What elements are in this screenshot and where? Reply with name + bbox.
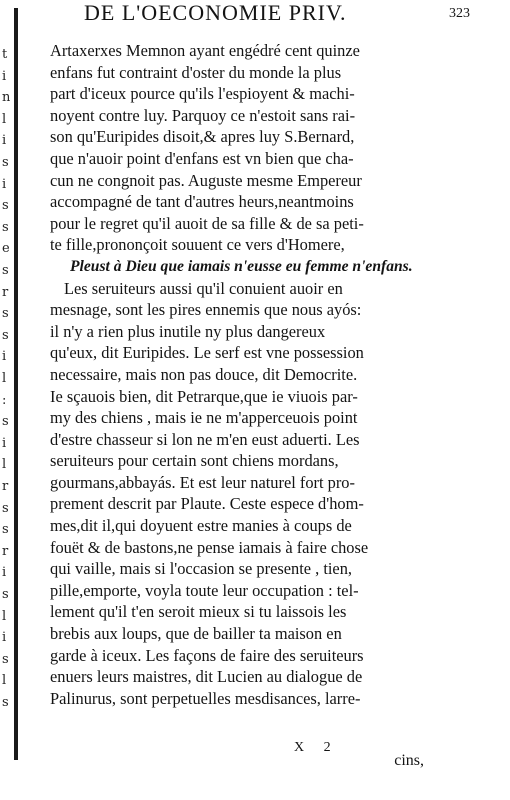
text-line: qu'eux, dit Euripides. Le serf est vne possession (50, 343, 364, 363)
text-line: Pleust à Dieu que iamais n'eusse eu femme n'enfans. (70, 257, 413, 275)
text-line: son qu'Euripides disoit,& apres luy S.Bernard, (50, 127, 355, 147)
text-line: gourmans,abbayás. Et est leur naturel fort pro- (50, 472, 355, 492)
text-line: qui vaille, mais si l'occasion se presente , tien, (50, 559, 353, 579)
text-line: pille,emporte, voyla toute leur occupation : tel- (50, 580, 359, 600)
margin-char: s (2, 219, 9, 235)
margin-char: s (2, 695, 9, 710)
page-number: 323 (449, 6, 470, 21)
text-line: fouët & de bastons,ne pense iamais à faire chose (50, 537, 369, 557)
text-line: enfans fut contraint d'oster du monde la plus (50, 62, 342, 82)
text-line: mesnage, sont les pires ennemis que nous ayós: (50, 300, 362, 320)
text-line: Palinurus, sont perpetuelles mesdisances, larre- (50, 688, 361, 708)
margin-char: l (2, 608, 7, 624)
book-page (22, 0, 510, 800)
margin-char: n (2, 90, 11, 106)
text-line: necessaire, mais non pas douce, dit Democrite. (50, 364, 358, 384)
margin-char: r (2, 284, 9, 300)
running-head: DE L'OECONOMIE PRIV. (84, 0, 347, 25)
margin-char: r (2, 543, 9, 559)
facing-page-margin (2, 0, 12, 800)
margin-char: s (2, 651, 9, 667)
text-line: seruiteurs pour certain sont chiens mordans, (50, 451, 339, 471)
margin-char: i (2, 176, 7, 192)
text-line: garde à iceux. Les façons de faire des seruiteurs (50, 645, 364, 665)
margin-char: i (2, 349, 7, 365)
margin-char: s (2, 500, 9, 516)
margin-char: l (2, 673, 7, 689)
margin-char: s (2, 414, 9, 430)
text-line: Ie sçauois bien, dit Petrarque,que ie viuois par- (50, 386, 358, 406)
text-line: noyent contre luy. Parquoy ce n'estoit sans rai- (50, 105, 356, 125)
catchword: cins, (394, 752, 424, 769)
page-header (84, 0, 470, 32)
margin-char: l (2, 371, 7, 386)
margin-char: s (2, 587, 9, 602)
margin-char: e (2, 241, 10, 257)
text-line: te fille,prononçoit souuent ce vers d'Homere, (50, 235, 345, 255)
margin-char: r (2, 479, 9, 494)
text-line: d'estre chasseur si lon ne m'en eust aduerti. Les (50, 429, 360, 449)
text-line: lement qu'il t'en seroit mieux si tu laissois les (50, 602, 347, 622)
text-line: que n'auoir point d'enfans est vn bien que cha- (50, 148, 354, 168)
margin-char: l (2, 111, 7, 127)
body-text (50, 40, 430, 709)
signature-mark: X 2 (294, 740, 339, 755)
text-line: brebis aux loups, que de bailler ta maison en (50, 624, 342, 644)
margin-char: i (2, 565, 7, 581)
margin-char: i (2, 630, 7, 646)
binding-shadow (14, 8, 18, 760)
margin-char: l (2, 457, 7, 473)
margin-char: i (2, 68, 7, 84)
text-line: part d'iceux pource qu'ils l'espioyent & machi- (50, 84, 355, 104)
text-line: accompagné de tant d'autres heurs,neantmoins (50, 192, 354, 212)
text-line: cun ne congnoit pas. Auguste mesme Empereur (50, 170, 362, 190)
margin-char: s (2, 327, 9, 343)
margin-char: s (2, 198, 9, 214)
text-line: enuers leurs maistres, dit Lucien au dialogue de (50, 667, 363, 687)
margin-char: s (2, 155, 9, 170)
text-line: il n'y a rien plus inutile ny plus dangereux (50, 321, 326, 341)
margin-char: i (2, 133, 7, 149)
margin-char: i (2, 435, 7, 451)
text-line: prement descrit par Plaute. Ceste espece d'hom- (50, 494, 364, 514)
text-line: Les seruiteurs aussi qu'il conuient auoir en (64, 278, 343, 298)
text-line: mes,dit il,qui doyuent estre manies à coups de (50, 516, 352, 536)
margin-char: : (2, 392, 7, 408)
text-line: my des chiens , mais ie ne m'apperceuois point (50, 408, 358, 428)
margin-char: s (2, 522, 9, 538)
margin-char: s (2, 263, 9, 278)
text-line: pour le regret qu'il auoit de sa fille & de sa peti- (50, 213, 364, 233)
text-line: Artaxerxes Memnon ayant engédré cent quinze (50, 41, 360, 60)
margin-char: s (2, 306, 9, 322)
binding-gutter (0, 0, 16, 800)
margin-char: t (2, 47, 8, 62)
